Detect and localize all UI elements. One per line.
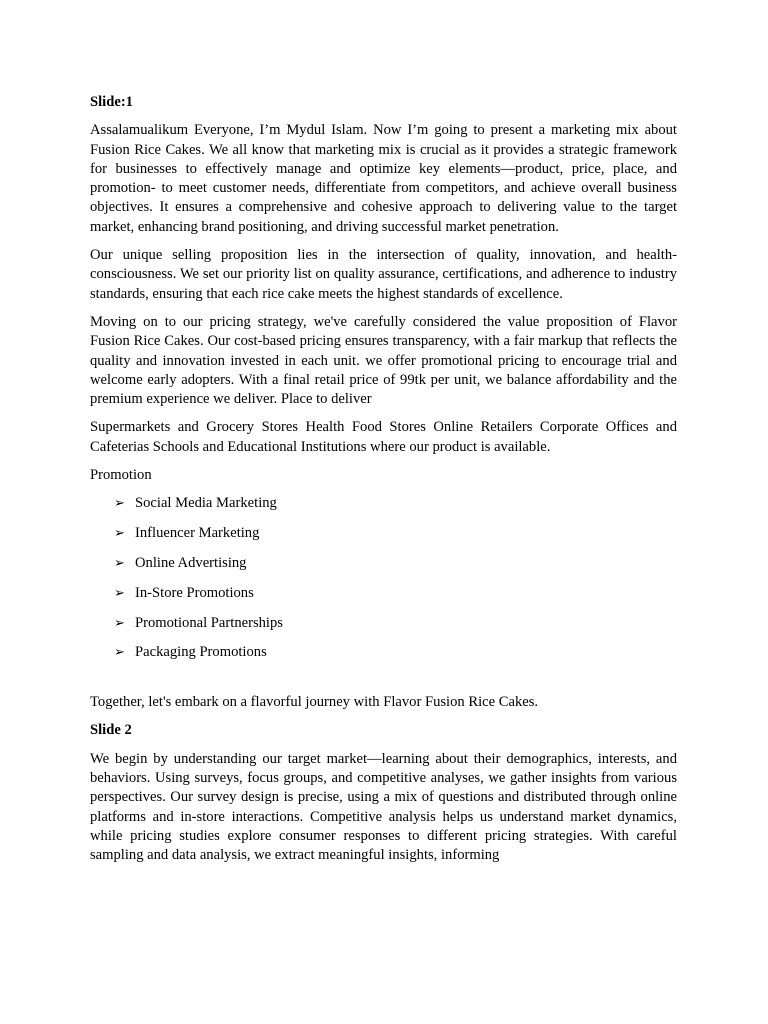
slide1-heading: Slide:1 bbox=[90, 94, 133, 110]
list-item bbox=[114, 643, 677, 673]
slide1-pricing-paragraph: Moving on to our pricing strategy, we've carefully considered the value proposition of Flavor Fusion Rice Cakes. Our cost-based pricing ensures transparency, with a fair markup that reflects the quality and innovation invested in each unit. we offer promotional pricing to encourage trial and welcome early adopters. With a final retail price of 99tk per unit, we balance affordability and the premium experience we deliver. Place to deliver bbox=[90, 313, 677, 408]
list-item bbox=[114, 614, 677, 644]
arrowhead-bullet-icon: ➢ bbox=[114, 645, 125, 661]
list-item-label: Promotional Partnerships bbox=[135, 614, 283, 631]
arrowhead-bullet-icon: ➢ bbox=[114, 555, 125, 571]
list-item bbox=[114, 584, 677, 614]
arrowhead-bullet-icon: ➢ bbox=[114, 615, 125, 631]
list-item bbox=[114, 554, 677, 584]
slide1-place-paragraph: Supermarkets and Grocery Stores Health Food Stores Online Retailers Corporate Offices and Cafeterias Schools and Educational Institutions where our product is available. bbox=[90, 419, 677, 455]
arrowhead-bullet-icon: ➢ bbox=[114, 526, 125, 542]
promotion-label: Promotion bbox=[90, 467, 152, 484]
list-item-label: Social Media Marketing bbox=[135, 495, 277, 512]
slide2-paragraph: We begin by understanding our target market—learning about their demographics, interests, and behaviors. Using surveys, focus groups, and competitive analyses, we gather insights from various perspectives. Our survey design is precise, using a mix of questions and distributed through online platforms and in-store interactions. Competitive analysis helps us understand market dynamics, while pricing studies explore consumer responses to different pricing strategies. With careful sampling and data analysis, we extract meaningful insights, informing bbox=[90, 750, 677, 864]
arrowhead-bullet-icon: ➢ bbox=[114, 585, 125, 601]
slide1-closing: Together, let's embark on a flavorful journey with Flavor Fusion Rice Cakes. bbox=[90, 694, 539, 711]
slide2-heading: Slide 2 bbox=[90, 722, 132, 739]
list-item bbox=[114, 494, 677, 524]
list-item-label: In-Store Promotions bbox=[135, 584, 254, 601]
list-item-label: Influencer Marketing bbox=[135, 525, 260, 542]
promotion-list bbox=[90, 494, 677, 673]
slide1-intro-paragraph: Assalamualikum Everyone, I’m Mydul Islam. Now I’m going to present a marketing mix about Fusion Rice Cakes. We all know that marketing mix is crucial as it provides a strategic framework for businesses to effectively manage and optimize key elements—product, price, place, and promotion- to meet customer needs, differentiate from competitors, and achieve overall business objectives. It ensures a comprehensive and cohesive approach to delivering value to the target market, enhancing brand positioning, and driving successful market penetration. bbox=[90, 122, 677, 235]
blank-line bbox=[90, 673, 677, 693]
arrowhead-bullet-icon: ➢ bbox=[114, 496, 125, 512]
list-item-label: Online Advertising bbox=[135, 554, 247, 571]
list-item-label: Packaging Promotions bbox=[135, 644, 267, 661]
list-item bbox=[114, 524, 677, 554]
document-page bbox=[90, 93, 677, 875]
slide1-usp-paragraph: Our unique selling proposition lies in the intersection of quality, innovation, and health-consciousness. We set our priority list on quality assurance, certifications, and adherence to industry standards, ensuring that each rice cake meets the highest standards of excellence. bbox=[90, 247, 677, 302]
